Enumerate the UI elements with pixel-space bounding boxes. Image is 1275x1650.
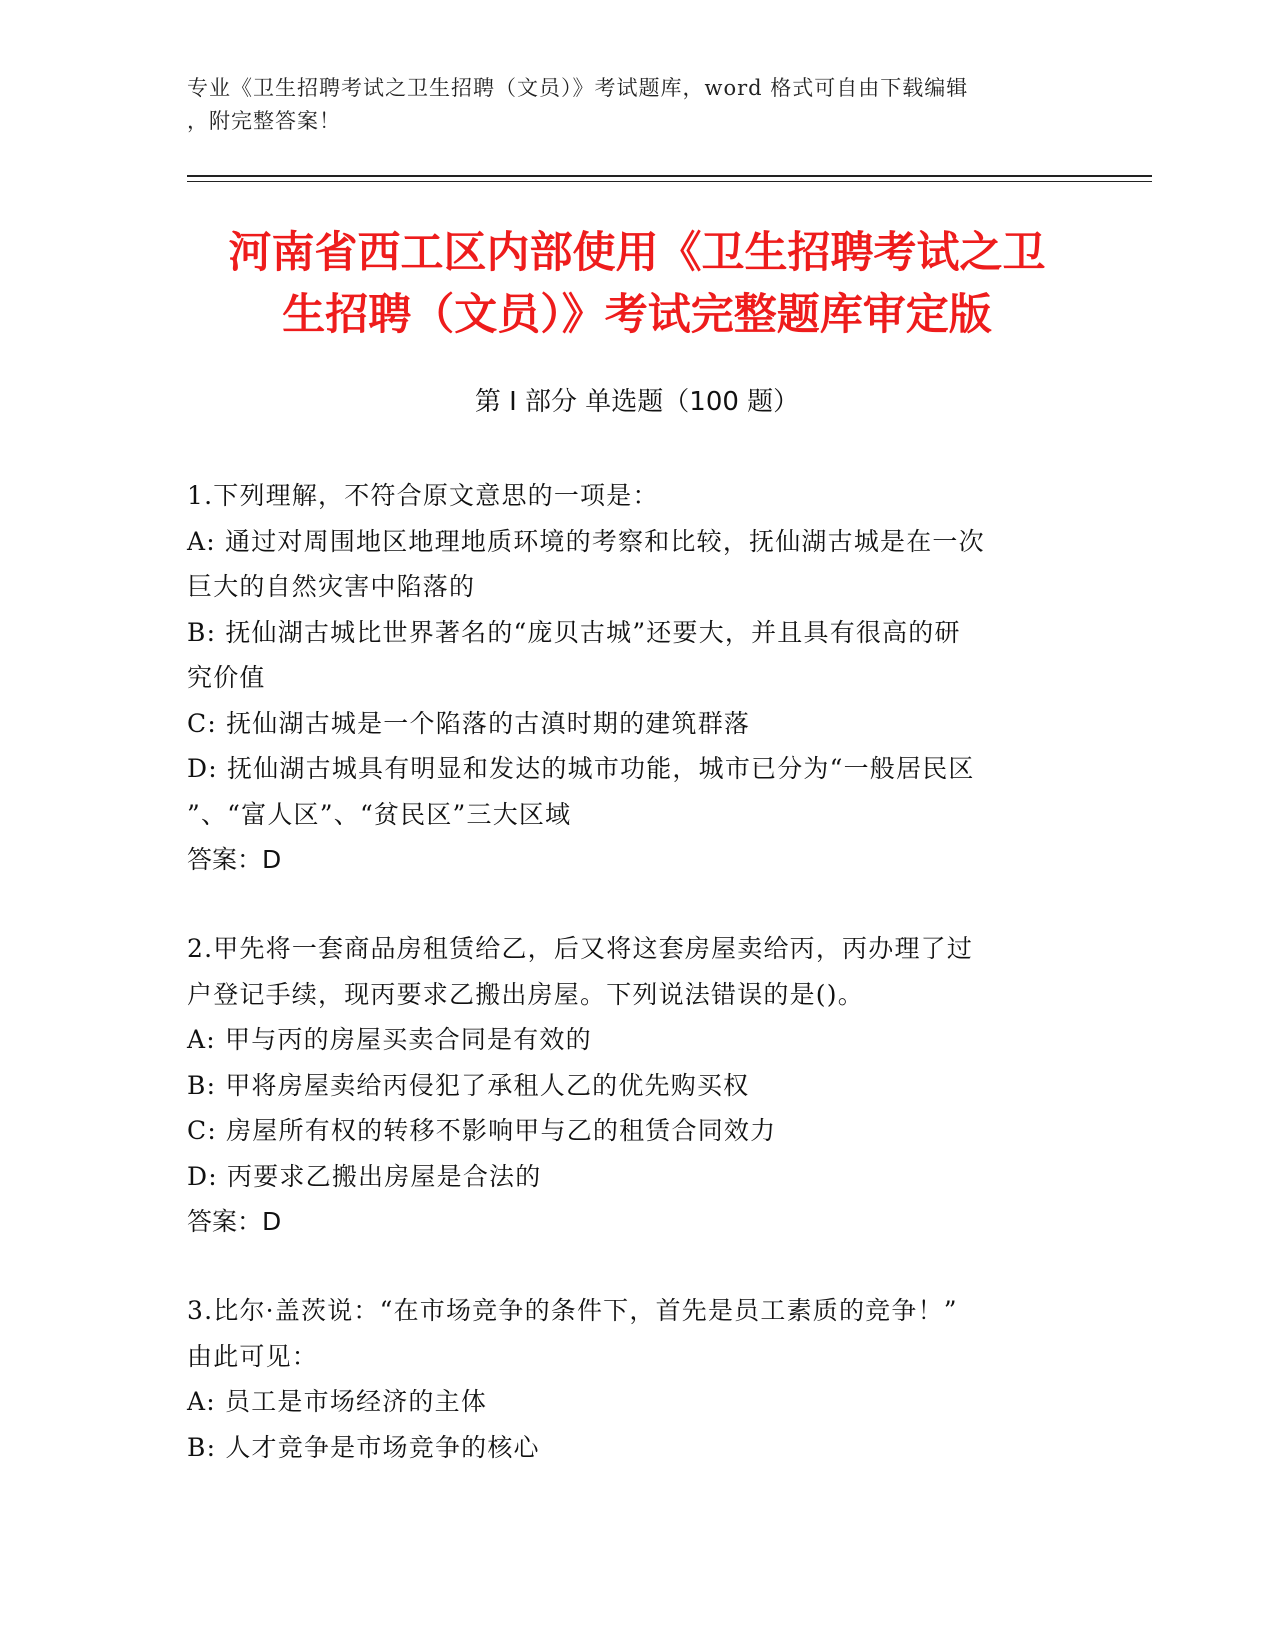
option-c-line-1: C: 抚仙湖古城是一个陷落的古滇时期的建筑群落 [187,708,751,738]
header-divider-thick [187,175,1152,177]
question-stem-line-1: 2.甲先将一套商品房租赁给乙，后又将这套房屋卖给丙，丙办理了过 [187,934,974,963]
section-heading: 第 I 部分 单选题（100 题） [474,387,800,417]
option-a-line-2: 巨大的自然灾害中陷落的 [187,572,476,601]
option-d-line-1: D: 丙要求乙搬出房屋是合法的 [187,1161,542,1191]
question-stem-line-2: 由此可见： [187,1341,319,1371]
option-a-line-1: A: 员工是市场经济的主体 [187,1387,488,1416]
document-title-line-1: 河南省西工区内部使用《卫生招聘考试之卫 [228,228,1046,278]
option-a-line-1: A: 通过对周围地区地理地质环境的考察和比较，抚仙湖古城是在一次 [187,526,985,556]
question-3 [187,1288,1087,1470]
header-note-line-1: 专业《卫生招聘考试之卫生招聘（文员）》考试题库，word 格式可自由下载编辑 [187,76,969,100]
option-b-line-1: B: 人才竞争是市场竞争的核心 [187,1432,540,1462]
option-b-line-1: B: 抚仙湖古城比世界著名的“庞贝古城”还要大，并且具有很高的研 [187,617,961,647]
document-title [187,222,1087,346]
question-stem: 1.下列理解，不符合原文意思的一项是： [187,481,659,510]
question-1 [187,473,1087,883]
question-2 [187,926,1087,1245]
option-a-line-1: A: 甲与丙的房屋买卖合同是有效的 [187,1025,592,1054]
option-d-line-1: D: 抚仙湖古城具有明显和发达的城市功能，城市已分为“一般居民区 [187,754,975,783]
option-b-line-2: 究价值 [187,663,266,692]
document-title-line-2: 生招聘（文员）》考试完整题库审定版 [282,290,992,340]
option-d-line-2: ”、“富人区”、“贫民区”三大区域 [187,799,572,829]
question-stem-line-2: 户登记手续，现丙要求乙搬出房屋。下列说法错误的是()。 [187,979,864,1009]
header-note [187,72,1087,138]
option-b-line-1: B: 甲将房屋卖给丙侵犯了承租人乙的优先购买权 [187,1070,750,1100]
question-stem-line-1: 3.比尔·盖茨说：“在市场竞争的条件下，首先是员工素质的竞争！” [187,1296,958,1325]
option-c-line-1: C: 房屋所有权的转移不影响甲与乙的租赁合同效力 [187,1116,777,1145]
header-note-line-2: ，附完整答案！ [187,109,341,133]
header-divider-thin [187,181,1152,182]
answer-label: 答案：D [187,845,282,874]
answer-label: 答案：D [187,1207,282,1236]
